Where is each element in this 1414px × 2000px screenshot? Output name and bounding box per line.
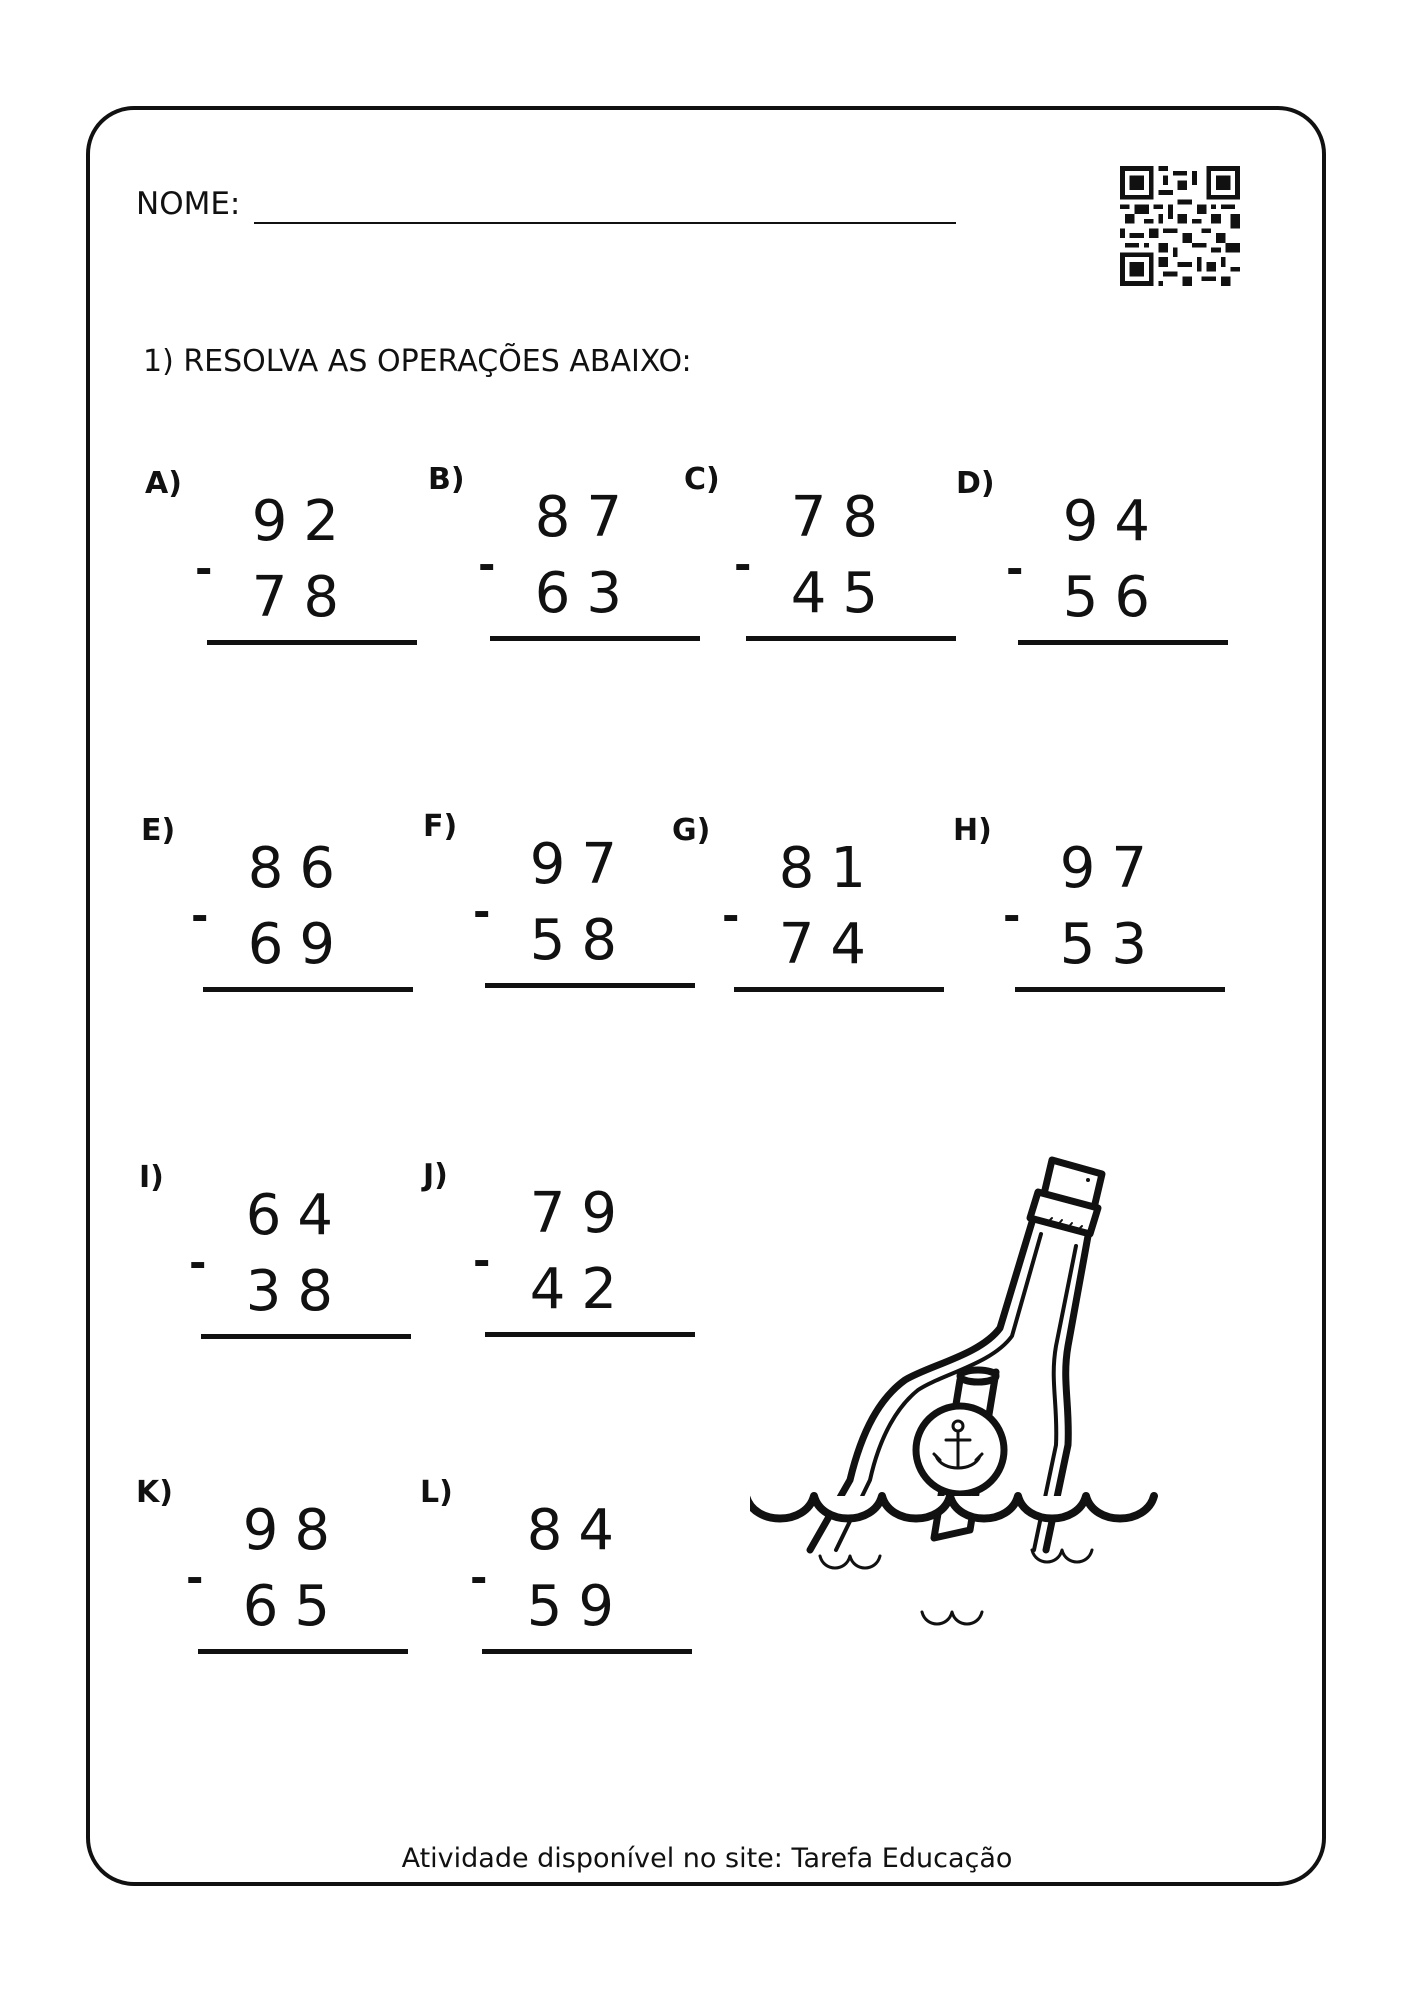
subtraction-problem-f <box>423 809 663 1009</box>
instruction-text: 1) RESOLVA AS OPERAÇÕES ABAIXO: <box>143 344 692 379</box>
problem-label: L) <box>420 1475 453 1510</box>
minus-sign: - <box>470 1553 488 1602</box>
subtraction-problem-c <box>684 462 924 662</box>
problem-label: H) <box>953 813 992 848</box>
problem-label: J) <box>423 1158 448 1193</box>
answer-line[interactable] <box>746 636 956 641</box>
subtraction-problem-l <box>420 1475 660 1675</box>
minus-sign: - <box>1006 544 1024 593</box>
minus-sign: - <box>186 1553 204 1602</box>
problem-label: G) <box>672 813 711 848</box>
minus-sign: - <box>722 891 740 940</box>
minuend: 78 <box>790 485 894 550</box>
subtraction-problem-j <box>423 1158 663 1358</box>
minuend: 97 <box>529 832 633 897</box>
name-label: NOME: <box>136 186 241 222</box>
subtraction-problem-g <box>672 813 912 1013</box>
answer-line[interactable] <box>490 636 700 641</box>
subtrahend: 53 <box>1059 912 1163 977</box>
subtrahend: 63 <box>534 561 638 626</box>
problem-label: K) <box>136 1475 173 1510</box>
subtrahend: 78 <box>251 565 355 630</box>
answer-line[interactable] <box>203 987 413 992</box>
minus-sign: - <box>1003 891 1021 940</box>
answer-line[interactable] <box>1018 640 1228 645</box>
problem-label: D) <box>956 466 995 501</box>
minus-sign: - <box>195 544 213 593</box>
minus-sign: - <box>189 1238 207 1287</box>
minus-sign: - <box>478 540 496 589</box>
subtraction-problem-h <box>953 813 1193 1013</box>
minus-sign: - <box>473 887 491 936</box>
problem-label: I) <box>139 1160 164 1195</box>
subtrahend: 38 <box>245 1259 349 1324</box>
minuend: 87 <box>534 485 638 550</box>
answer-line[interactable] <box>198 1649 408 1654</box>
subtraction-problem-b <box>428 462 668 662</box>
subtraction-problem-k <box>136 1475 376 1675</box>
answer-line[interactable] <box>482 1649 692 1654</box>
footer-credit: Atividade disponível no site: Tarefa Educação <box>401 1843 1013 1874</box>
name-field-line[interactable] <box>254 222 956 224</box>
subtrahend: 69 <box>247 912 351 977</box>
subtrahend: 65 <box>242 1574 346 1639</box>
answer-line[interactable] <box>201 1334 411 1339</box>
answer-line[interactable] <box>485 983 695 988</box>
qr-code-icon <box>1120 166 1240 286</box>
minus-sign: - <box>473 1236 491 1285</box>
answer-line[interactable] <box>1015 987 1225 992</box>
problem-label: A) <box>145 466 182 501</box>
subtrahend: 42 <box>529 1257 633 1322</box>
problem-label: E) <box>141 813 176 848</box>
subtraction-problem-a <box>145 466 385 666</box>
minus-sign: - <box>734 540 752 589</box>
answer-line[interactable] <box>207 640 417 645</box>
subtrahend: 58 <box>529 908 633 973</box>
problem-label: F) <box>423 809 458 844</box>
subtraction-problem-i <box>139 1160 379 1360</box>
minuend: 64 <box>245 1183 349 1248</box>
minuend: 84 <box>526 1498 630 1563</box>
answer-line[interactable] <box>485 1332 695 1337</box>
subtrahend: 45 <box>790 561 894 626</box>
subtrahend: 59 <box>526 1574 630 1639</box>
subtraction-problem-e <box>141 813 381 1013</box>
message-bottle-anchor-icon <box>750 1150 1210 1690</box>
minuend: 79 <box>529 1181 633 1246</box>
minuend: 81 <box>778 836 882 901</box>
minuend: 92 <box>251 489 355 554</box>
minuend: 97 <box>1059 836 1163 901</box>
minuend: 98 <box>242 1498 346 1563</box>
problem-label: B) <box>428 462 465 497</box>
answer-line[interactable] <box>734 987 944 992</box>
minus-sign: - <box>191 891 209 940</box>
problem-label: C) <box>684 462 720 497</box>
minuend: 86 <box>247 836 351 901</box>
subtraction-problem-d <box>956 466 1196 666</box>
subtrahend: 56 <box>1062 565 1166 630</box>
subtrahend: 74 <box>778 912 882 977</box>
minuend: 94 <box>1062 489 1166 554</box>
